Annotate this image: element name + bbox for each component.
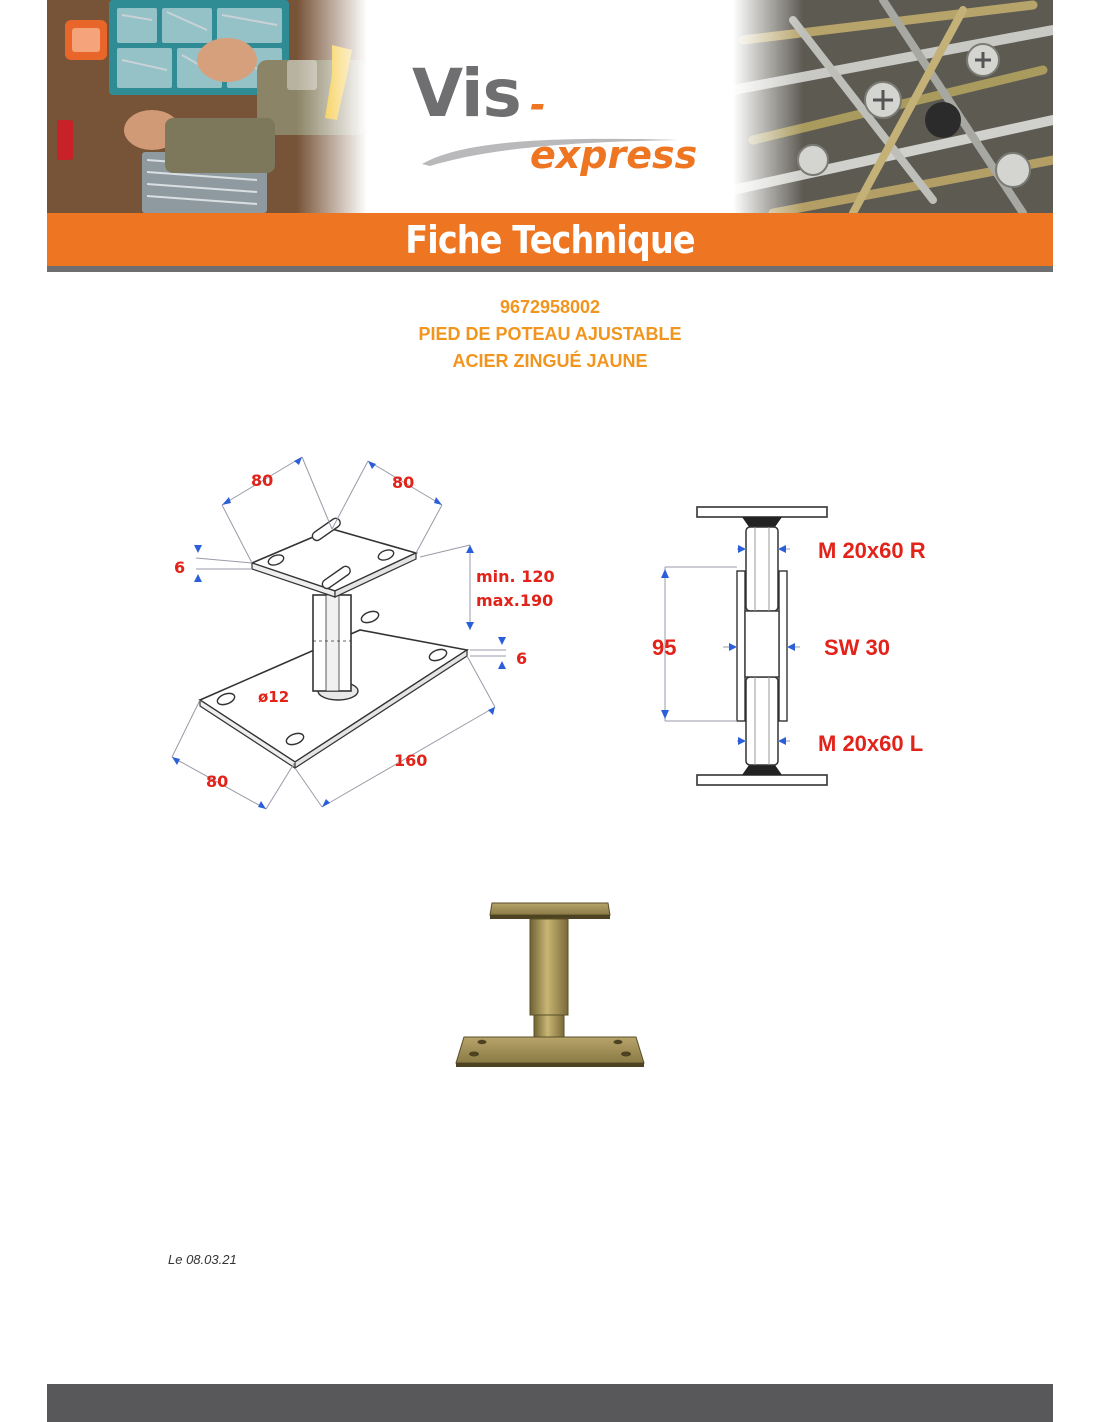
header-banner bbox=[47, 0, 1053, 213]
document-date: Le 08.03.21 bbox=[168, 1252, 237, 1267]
side-view bbox=[652, 507, 926, 785]
page-footer-bar bbox=[47, 1384, 1053, 1422]
document-title-bar bbox=[47, 213, 1053, 266]
dim-hole-diameter: ø12 bbox=[258, 688, 290, 706]
dim-top-width-1: 80 bbox=[251, 471, 274, 490]
logo-swoosh-icon bbox=[420, 128, 680, 168]
product-name: PIED DE POTEAU AJUSTABLE bbox=[418, 324, 682, 344]
title-divider bbox=[47, 266, 1053, 272]
document-title: Fiche Technique bbox=[405, 218, 695, 262]
workshop-photo bbox=[47, 0, 367, 213]
product-reference: 9672958002 bbox=[499, 297, 601, 317]
brand-main: Vis bbox=[412, 55, 521, 132]
product-photo bbox=[450, 895, 650, 1070]
dim-top-width-2: 80 bbox=[392, 473, 415, 492]
dim-base-thickness: 6 bbox=[516, 649, 528, 668]
dim-height-min: min. 120 bbox=[476, 567, 555, 586]
isometric-view bbox=[172, 457, 555, 809]
dim-base-width: 80 bbox=[206, 772, 229, 791]
product-finish: ACIER ZINGUÉ JAUNE bbox=[452, 351, 648, 371]
dim-thread-left: M 20x60 L bbox=[818, 731, 924, 756]
technical-drawing bbox=[160, 445, 950, 825]
product-info bbox=[0, 294, 1100, 375]
brand-logo bbox=[412, 56, 712, 176]
dim-thread-right: M 20x60 R bbox=[818, 538, 926, 563]
dim-height-max: max.190 bbox=[476, 591, 554, 610]
screws-photo bbox=[733, 0, 1053, 213]
brand-sub: -express bbox=[530, 83, 698, 177]
dim-body-length: 95 bbox=[652, 635, 677, 660]
dim-top-thickness: 6 bbox=[174, 558, 186, 577]
dim-wrench-size: SW 30 bbox=[824, 635, 891, 660]
dim-base-length: 160 bbox=[394, 751, 428, 770]
